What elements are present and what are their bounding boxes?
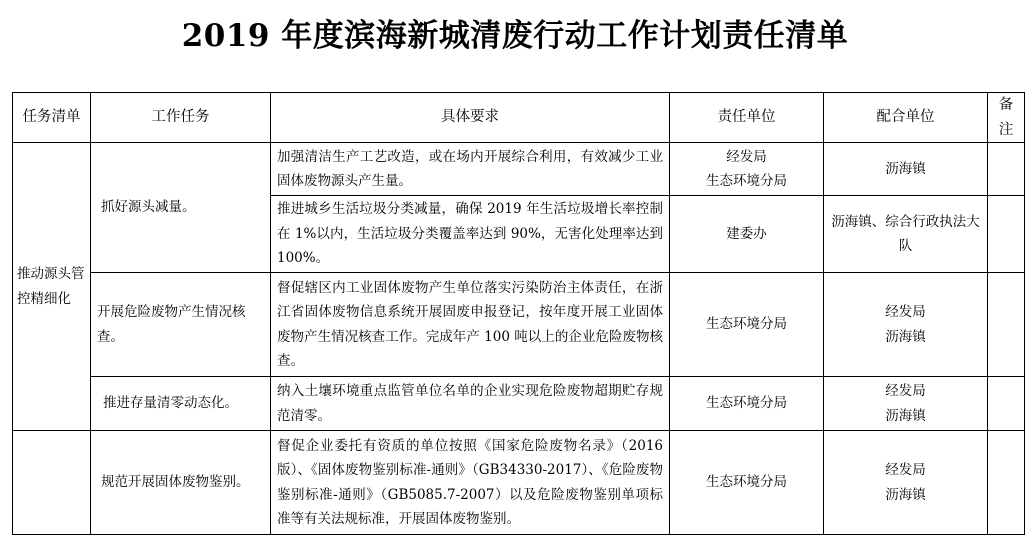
cooperating-unit: 沥海镇、综合行政执法大队	[831, 213, 980, 254]
cooperating-unit: 沥海镇	[885, 407, 926, 424]
table-header-row	[13, 93, 1025, 143]
responsible-unit: 建委办	[726, 225, 767, 242]
responsible-unit-cell	[670, 431, 824, 535]
requirement-cell: 纳入土壤环境重点监管单位名单的企业实现危险废物超期贮存规范清零。	[271, 377, 670, 431]
task-cell: 规范开展固体废物鉴别。	[91, 431, 271, 535]
responsible-unit: 生态环境分局	[706, 395, 787, 412]
responsibility-table	[12, 92, 1025, 535]
table-row	[13, 143, 1025, 196]
remarks-cell	[988, 273, 1025, 377]
cooperating-unit-cell	[824, 196, 988, 273]
remarks-cell	[988, 431, 1025, 535]
cooperating-unit-cell	[824, 377, 988, 431]
cooperating-unit-cell	[824, 273, 988, 377]
remarks-cell	[988, 196, 1025, 273]
responsible-unit: 生态环境分局	[706, 316, 787, 333]
category-cell: 推动源头管控精细化	[13, 143, 91, 431]
table-row	[13, 273, 1025, 377]
requirement-cell: 督促辖区内工业固体废物产生单位落实污染防治主体责任，在浙江省固体废物信息系统开展固废申报登记，按年度开展工业固体废物产生情况核查工作。完成年产 100 吨以上的企业危险废物核查。	[271, 273, 670, 377]
responsible-unit-cell	[670, 273, 824, 377]
task-cell: 抓好源头减量。	[91, 143, 271, 273]
cooperating-unit: 经发局	[885, 304, 926, 320]
responsible-unit: 经发局	[726, 148, 767, 165]
header-requirements: 具体要求	[271, 93, 670, 143]
cooperating-unit: 经发局	[885, 462, 926, 478]
responsible-unit-cell	[670, 196, 824, 273]
cooperating-unit: 经发局	[885, 383, 926, 399]
responsible-unit-cell	[670, 377, 824, 431]
task-cell: 推进存量清零动态化。	[91, 377, 271, 431]
category-cell-continued	[13, 431, 91, 535]
header-responsible-unit: 责任单位	[670, 93, 824, 143]
header-task-list: 任务清单	[13, 93, 91, 143]
page-title: 2019 年度滨海新城清废行动工作计划责任清单	[181, 18, 849, 54]
responsible-unit: 生态环境分局	[706, 474, 787, 491]
remarks-cell	[988, 143, 1025, 196]
header-work-task: 工作任务	[91, 93, 271, 143]
table-row	[13, 431, 1025, 535]
task-cell: 开展危险废物产生情况核查。	[91, 273, 271, 377]
cooperating-unit: 沥海镇	[885, 328, 926, 345]
cooperating-unit-cell	[824, 143, 988, 196]
table-row	[13, 377, 1025, 431]
requirement-cell: 加强清洁生产工艺改造，或在场内开展综合利用，有效减少工业固体废物源头产生量。	[271, 143, 670, 196]
cooperating-unit: 沥海镇	[885, 486, 926, 503]
cooperating-unit: 沥海镇	[885, 160, 926, 177]
requirement-cell: 推进城乡生活垃圾分类减量，确保 2019 年生活垃圾增长率控制在 1%以内，生活垃圾分类覆盖率达到 90%，无害化处理率达到 100%。	[271, 196, 670, 273]
header-remarks: 备注	[988, 93, 1025, 143]
requirement-cell: 督促企业委托有资质的单位按照《国家危险废物名录》（2016版）、《固体废物鉴别标准-通则》（GB34330-2017）、《危险废物鉴别标准-通则》（GB5085.7-2007）以及危险废物鉴别单项标准等有关法规标准，开展固体废物鉴别。	[271, 431, 670, 535]
responsible-unit: 生态环境分局	[706, 173, 787, 189]
responsible-unit-cell	[670, 143, 824, 196]
remarks-cell	[988, 377, 1025, 431]
header-cooperating-unit: 配合单位	[824, 93, 988, 143]
cooperating-unit-cell	[824, 431, 988, 535]
